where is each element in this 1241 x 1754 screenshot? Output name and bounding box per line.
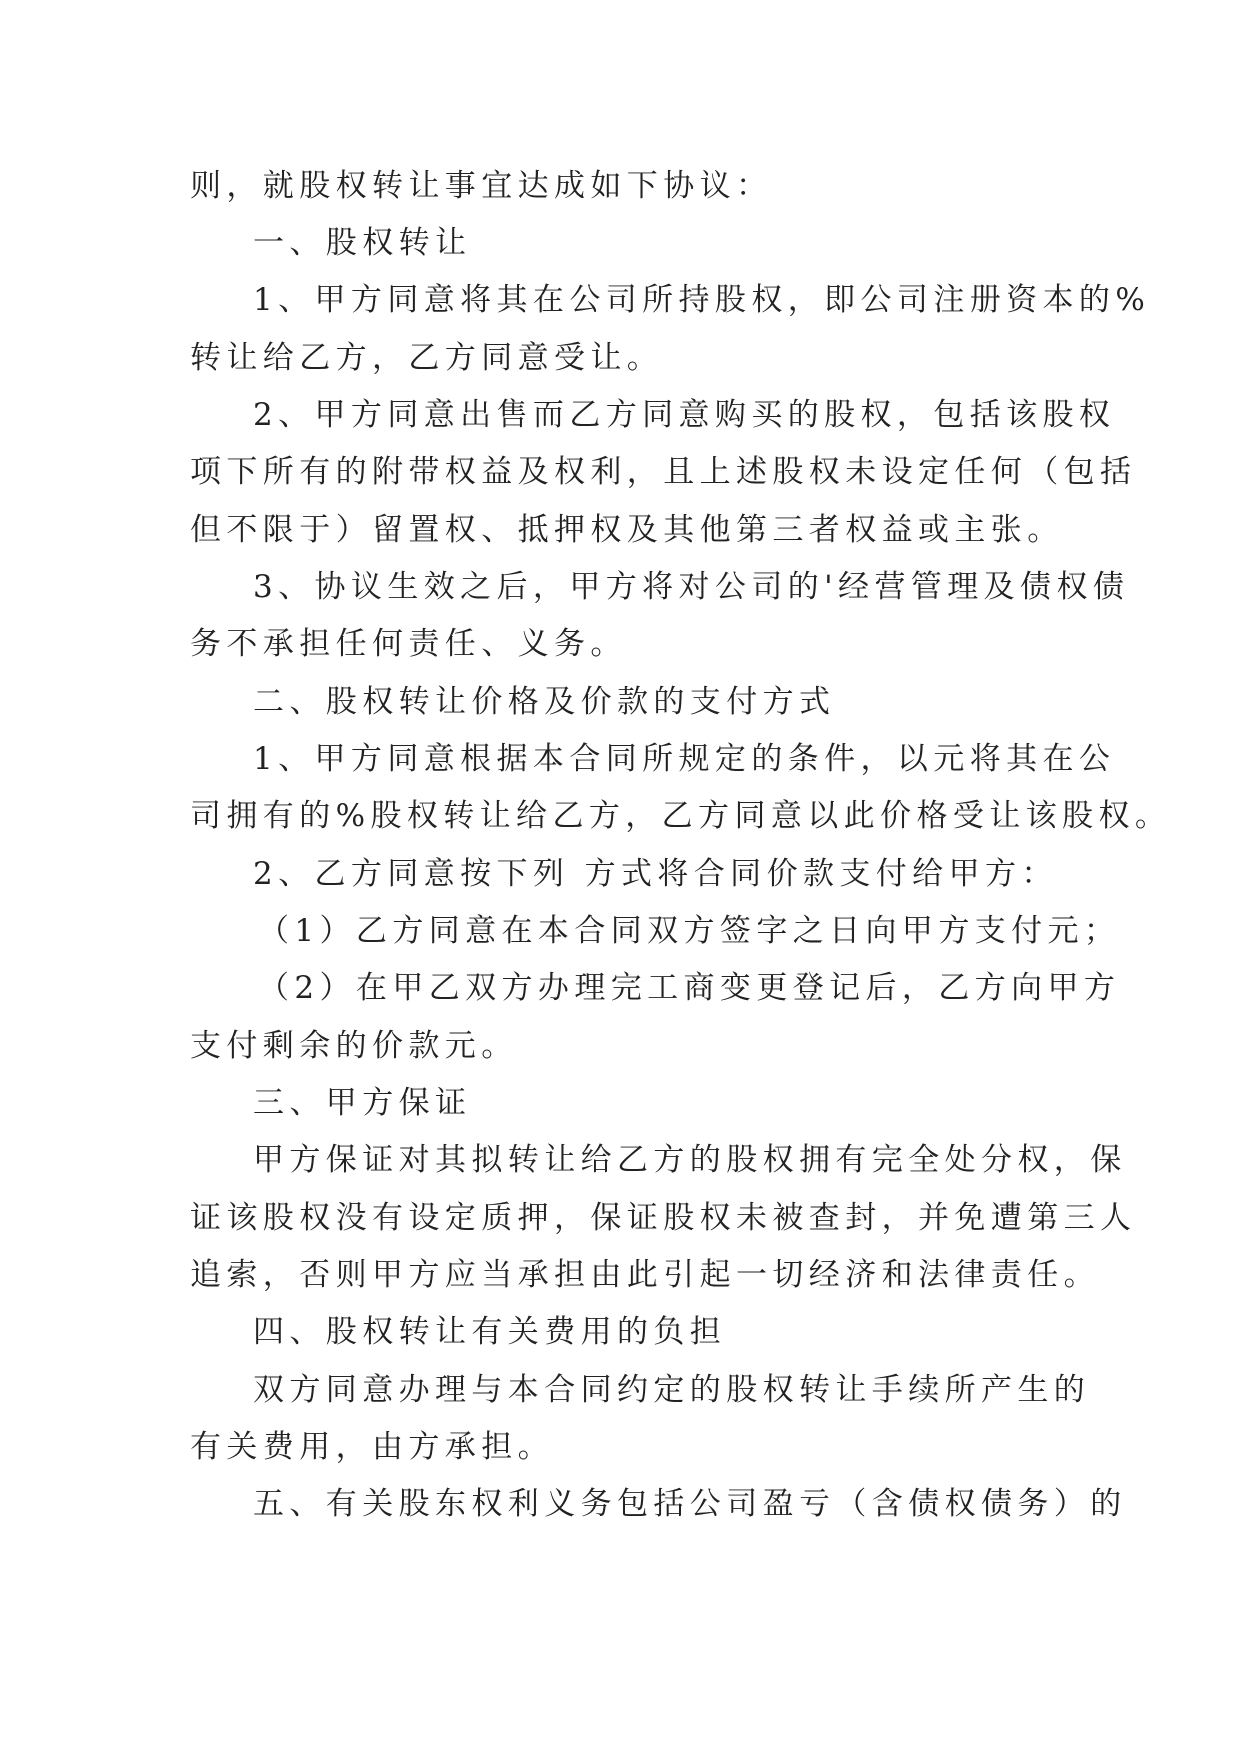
text-line: 转让给乙方，乙方同意受让。 [190,340,664,376]
text-line: 司拥有的%股权转让给乙方，乙方同意以此价格受让该股权。 [190,798,1172,834]
text-line: 追索，否则甲方应当承担由此引起一切经济和法律责任。 [190,1257,1100,1293]
text-line: 1、甲方同意根据本合同所规定的条件，以元将其在公 [253,741,1116,777]
text-line: 有关费用，由方承担。 [190,1429,554,1465]
text-line: （1）乙方同意在本合同双方签字之日向甲方支付元； [258,913,1121,949]
text-line: 2、乙方同意按下列 方式将合同价款支付给甲方： [253,856,1058,892]
section-heading: 五、有关股东权利义务包括公司盈亏（含债权债务）的 [253,1486,1127,1522]
text-line: 双方同意办理与本合同约定的股权转让手续所产生的 [253,1372,1091,1408]
section-heading: 一、股权转让 [253,225,472,261]
section-heading: 二、股权转让价格及价款的支付方式 [253,684,836,720]
text-line: 但不限于）留置权、抵押权及其他第三者权益或主张。 [190,512,1064,548]
text-line: 项下所有的附带权益及权利，且上述股权未设定任何（包括 [190,454,1137,490]
text-line: （2）在甲乙双方办理完工商变更登记后，乙方向甲方 [258,970,1121,1006]
text-line: 则，就股权转让事宜达成如下协议： [190,168,773,204]
section-heading: 三、甲方保证 [253,1085,472,1121]
section-heading: 四、股权转让有关费用的负担 [253,1314,727,1350]
text-line: 证该股权没有设定质押，保证股权未被查封，并免遭第三人 [190,1200,1137,1236]
text-line: 2、甲方同意出售而乙方同意购买的股权，包括该股权 [253,397,1116,433]
text-line: 3、协议生效之后，甲方将对公司的'经营管理及债权债 [253,569,1130,605]
text-line: 支付剩余的价款元。 [190,1028,518,1064]
text-line: 1、甲方同意将其在公司所持股权，即公司注册资本的% [253,282,1151,318]
text-line: 甲方保证对其拟转让给乙方的股权拥有完全处分权，保 [253,1142,1127,1178]
text-line: 务不承担任何责任、义务。 [190,626,627,662]
